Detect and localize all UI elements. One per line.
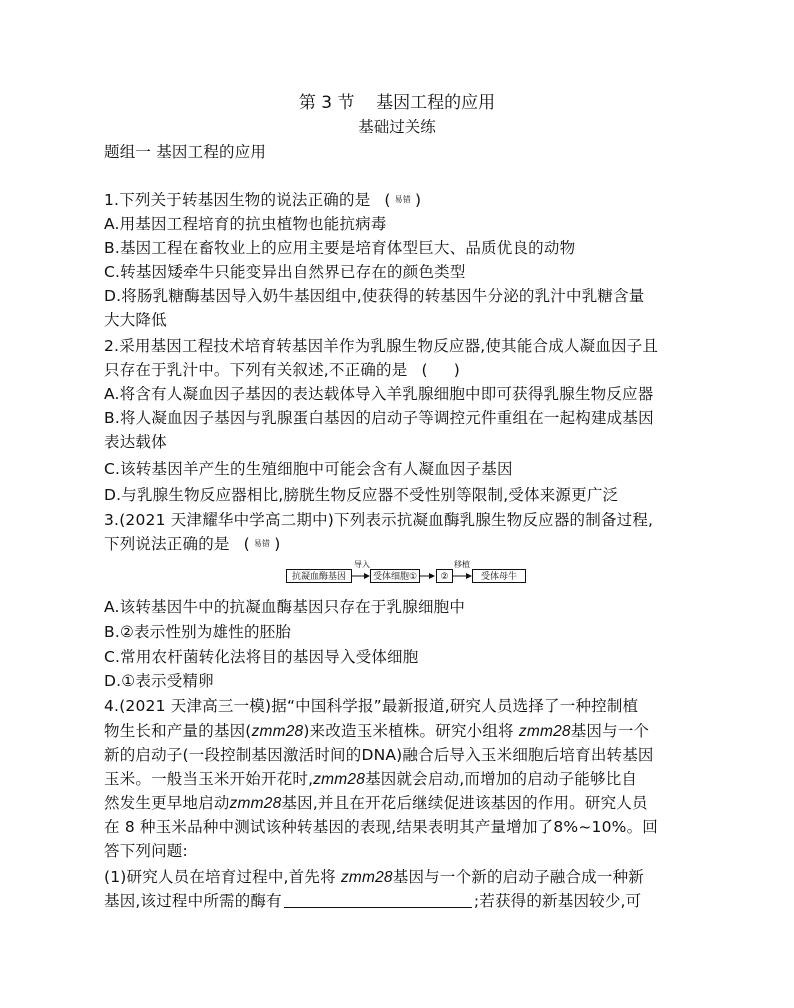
q2-stem-line2-text: 只存在于乳汁中。下列有关叙述,不正确的是 bbox=[104, 361, 408, 379]
q2-stem-line2 bbox=[104, 359, 460, 381]
q4-stem-line7: 答下列问题: bbox=[104, 842, 188, 860]
q1-option-c: C.转基因矮牵牛只能变异出自然界已存在的颜色类型 bbox=[104, 263, 466, 281]
q3-flow-diagram bbox=[286, 560, 526, 590]
q4-stem-line4 bbox=[104, 768, 637, 791]
gene-name: zmm28 bbox=[313, 771, 366, 788]
q3-stem-line2-text: 下列说法正确的是 bbox=[104, 535, 230, 553]
q4-stem-line2 bbox=[104, 720, 649, 743]
q2-option-c: C.该转基因羊产生的生殖细胞中可能会含有人凝血因子基因 bbox=[104, 460, 513, 478]
q4-text: ;若获得的新基因较少,可 bbox=[473, 892, 642, 910]
q2-option-d: D.与乳腺生物反应器相比,膀胱生物反应器不受性别等限制,受体来源更广泛 bbox=[104, 486, 619, 504]
q2-option-b-line1: B.将人凝血因子基因与乳腺蛋白基因的启动子等调控元件重组在一起构建成基因 bbox=[104, 409, 654, 427]
q2-answer-paren: ( ) bbox=[421, 361, 460, 379]
q4-text: (1)研究人员在培育过程中,首先将 bbox=[104, 868, 336, 886]
flow-label-transplant: 移植 bbox=[454, 560, 470, 569]
flow-label-import: 导入 bbox=[354, 560, 370, 569]
q4-text: 基因与一个新的启动子融合成一种新 bbox=[392, 868, 644, 886]
q4-text: 然发生更早地启动 bbox=[104, 794, 230, 812]
flow-box-gene: 抗凝血酶基因 bbox=[286, 569, 352, 583]
gene-name: zmm28 bbox=[229, 795, 282, 812]
q4-text: )来改造玉米植株。研究小组将 bbox=[303, 722, 514, 740]
q4-text: 基因,该过程中所需的酶有 bbox=[104, 892, 282, 910]
q1-tag: 易错 bbox=[394, 195, 412, 204]
section-title: 第 3 节 基因工程的应用 bbox=[298, 93, 496, 113]
q1-option-d-line2: 大大降低 bbox=[104, 311, 167, 329]
q3-stem-line2 bbox=[104, 533, 281, 555]
gene-name: zmm28 bbox=[251, 723, 304, 740]
q4-stem-line3: 新的启动子(一段控制基因激活时间的DNA)融合后导入玉米细胞后培育出转基因 bbox=[104, 746, 654, 764]
q2-stem-line1: 2.采用基因工程技术培育转基因羊作为乳腺生物反应器,使其能合成人凝血因子且 bbox=[104, 337, 659, 355]
q4-stem-line6: 在 8 种玉米品种中测试该种转基因的表现,结果表明其产量增加了8%~10%。回 bbox=[104, 818, 658, 836]
q1-option-b: B.基因工程在畜牧业上的应用主要是培育体型巨大、品质优良的动物 bbox=[104, 239, 576, 257]
q2-option-b-line2: 表达载体 bbox=[104, 433, 167, 451]
exercise-subtitle: 基础过关练 bbox=[358, 118, 436, 136]
q3-option-c: C.常用农杆菌转化法将目的基因导入受体细胞 bbox=[104, 648, 419, 666]
q4-stem-line5 bbox=[104, 792, 648, 815]
q3-option-d: D.①表示受精卵 bbox=[104, 672, 214, 690]
q1-option-d-line1: D.将肠乳糖酶基因导入奶牛基因组中,使获得的转基因牛分泌的乳汁中乳糖含量 bbox=[104, 287, 645, 305]
flow-box-step2: ② bbox=[436, 569, 453, 583]
q3-answer-paren: ( 易错 ) bbox=[243, 535, 281, 553]
q3-tag: 易错 bbox=[253, 539, 271, 548]
q1-stem bbox=[104, 189, 421, 211]
q4-text: 基因就会启动,而增加的启动子能够比自 bbox=[365, 770, 638, 788]
flow-box-recipient-cow: 受体母牛 bbox=[472, 569, 526, 583]
q4-sub1-line1 bbox=[104, 866, 644, 889]
q4-stem-line1: 4.(2021 天津高三一模)据“中国科学报”最新报道,研究人员选择了一种控制植 bbox=[104, 697, 639, 715]
q3-option-a: A.该转基因牛中的抗凝血酶基因只存在于乳腺细胞中 bbox=[104, 598, 466, 616]
q4-text: 玉米。一般当玉米开始开花时, bbox=[104, 770, 314, 788]
q3-option-b: B.②表示性别为雄性的胚胎 bbox=[104, 623, 292, 641]
q1-answer-paren: ( 易错 ) bbox=[384, 191, 422, 209]
gene-name: zmm28 bbox=[340, 869, 393, 886]
flow-box-recipient-cell: 受体细胞① bbox=[370, 569, 420, 583]
q3-stem-line1: 3.(2021 天津耀华中学高二期中)下列表示抗凝血酶乳腺生物反应器的制备过程, bbox=[104, 511, 654, 529]
q2-option-a: A.将含有人凝血因子基因的表达载体导入羊乳腺细胞中即可获得乳腺生物反应器 bbox=[104, 385, 654, 403]
question-group-heading: 题组一 基因工程的应用 bbox=[104, 143, 267, 161]
q1-option-a: A.用基因工程培育的抗虫植物也能抗病毒 bbox=[104, 215, 387, 233]
gene-name: zmm28 bbox=[518, 723, 571, 740]
q4-text: 基因,并且在开花后继续促进该基因的作用。研究人员 bbox=[281, 794, 648, 812]
q1-stem-text: 1.下列关于转基因生物的说法正确的是 bbox=[104, 191, 371, 209]
answer-blank[interactable] bbox=[284, 892, 472, 908]
q4-sub1-line2 bbox=[104, 890, 641, 912]
q4-text: 物生长和产量的基因( bbox=[104, 722, 252, 740]
q4-text: 基因与一个 bbox=[570, 722, 650, 740]
